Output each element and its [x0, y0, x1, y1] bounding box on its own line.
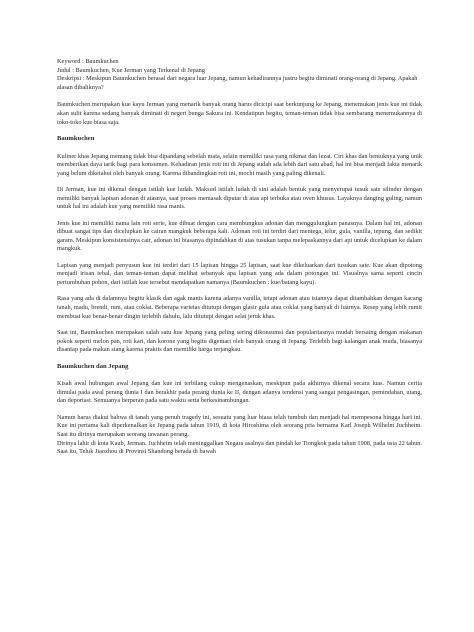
paragraph-jerman: Di Jerman, kue ini dikenal dengan istilah kue ludah. Maksud istilah ludah di sini adalah bentuk yang menyerupai tusuk sate silinder dengan memiliki banyak lapisan adonan di atasnya, saat proses memasak diputar di atas api terbuka atau oven khusus. Layaknya danging guling, namun untuk hal ini adalah kue yang memiliki rasa manis.	[57, 186, 422, 211]
section-heading-baumkuchen: Baumkuchen	[57, 134, 95, 142]
paragraph-rasa: Rasa yang ada di dalamnya begitu klasik dan agak manis karena adanya vanilla, tetapi adonan atau isiannya dapat ditambahkan dengan kacang tanah, madu, brendi, rum, atau coklat. Beberapa varietas ditutupi dengan glasir gula atau coklat yang banyak di luarnya. Resep yang lebih rumit membuat kue benar-benar dingin terlebih dahulu, lalu ditutupi dengan selai jeruk khas.	[57, 295, 422, 320]
paragraph-tragedy: Namun harus diakui bahwa di tanah yang penuh tragedy ini, sesuatu yang luar biasa telah tumbuh dan menjadi hal mempesona hingga hari ini. Kue ini pertama kali diperkenalkan ke Jepang pada tahun 1919, di kota Hiroshima oleh seorang pria bernama Karl Joseph Wilhelm Juchheim. Saat itu dirinya merupakan seorang tawanan perang.	[57, 413, 422, 438]
keyword-line: Keyword : Baumkuchen	[57, 58, 119, 65]
paragraph-saat-ini: Saat ini, Baumkuchen merupakan salah satu kue Jepang yang peling sering dikonsumsi dan popularitasnya mudah bersaing dengan makanan pokok seperti melon pan, roti kari, dan korone yang begitu digemari oleh banyak orang di Jepang. Terlebih bagi kalangan anak muda, biasanya disantap pada makan siang karena praktis dan memiliki harga terjangkau.	[57, 329, 422, 354]
paragraph-kuliner: Kuliner khas Jepang memang tidak bisa dipandang sebelah mata, selain memiliki rasa yang nikmat dan lezat. Ciri khas dan bentuknya yang unik memberikan daya tarik bagi para konsumen. Kehadiran jenis roti ini di Jepang sudah ada lebih dari satu abad, hal ini bisa menjadi fakta menarik yang belum diketahui oleh banyak orang. Karena dibandingkan roti ini, mochi masih yang paling dikenali.	[57, 152, 422, 177]
paragraph-lapisan: Lapisan yang menjadi penyusun kue ini terdiri dari 15 lapisan hingga 25 lapisan, saat kue dikeluarkan dari tusukan sate. Kue akan dipotong menjadi irisan tebal, dan teman-teman dapat melihat sebanyak apa lapisan yang ada dalam potongan ini. Visualnya sama seperti cincin pertumbuhan pohon, dari istilah kue tersebut mendapatkan namanya (Baumkuchen : kue/batang kayu).	[57, 261, 422, 287]
article-meta	[57, 58, 422, 92]
intro-paragraph: Baumkuchen merupakan kue kayu Jerman yang menarik banyak orang harus dicicipi saat berkunjung ke Jepang, menemukan jenis kue ini tidak akan sulit karena sedang banyak diminati di negeri bunga Sakura ini. Kendatipun begitu, teman-teman tidak bisa sembarang menemukannya di toko-toko kue biasa saja.	[57, 101, 422, 126]
title-line: Judul : Baumkuchen, Kue Jerman yang Terkenal di Jepang	[57, 66, 205, 74]
section-heading-jepang: Baumkuchen dan Jepang	[57, 362, 129, 370]
description-line: Deskripsi : Meskipun Baumkuchen berasal dari negara luar Jepang, namun kehadirannya justru begitu diminati orang-orang di Jepang. Apakah alasan dibaliknya?	[57, 75, 418, 91]
paragraph-kaub: Dirinya lahir di kota Kaub, Jerman. Juchheim telah meninggalkan Negara asalnya dan pindah ke Tiongkok pada tahun 1908, pada usia 22 tahun. Saat itu, Teluk Jiaozhou di Provinsi Shandong berada di bawah	[57, 439, 422, 456]
paragraph-kisah: Kisah awal hubungan awal Jepang dan kue ini terbilang cukup mengenaskan, meskipun pada akhirnya dikenal secara luas. Namun cerita dimulai pada awal perang dunia I dan berakhir pada perang dunia ke II, dengan adanya tendensi yang sangat pengasingan, pemindahan, utang, dan deportasi. Semuanya berperan pada satu waktu serta berkesinambungan.	[57, 380, 422, 405]
paragraph-nama-lain: Jenis kue ini memiliki nama lain roti serie, kue dibuat dengan cara membungkus adonan dan menggulungkan panasnya. Dalam hal ini, adonan dibuat sangat tips dan dicelupkan ke cairan mangkuk beberapa kali. Adonan roti ini terdiri dari mentega, telur, gula, vanilla, tepung, dan sedikit garam. Meskipun konsistensinya cair, adonan ini biasanya dipindahkan di atas tusukan tanpa melepaskannya dari api untuk dicelupkan ke dalam mangkuk.	[57, 219, 422, 253]
